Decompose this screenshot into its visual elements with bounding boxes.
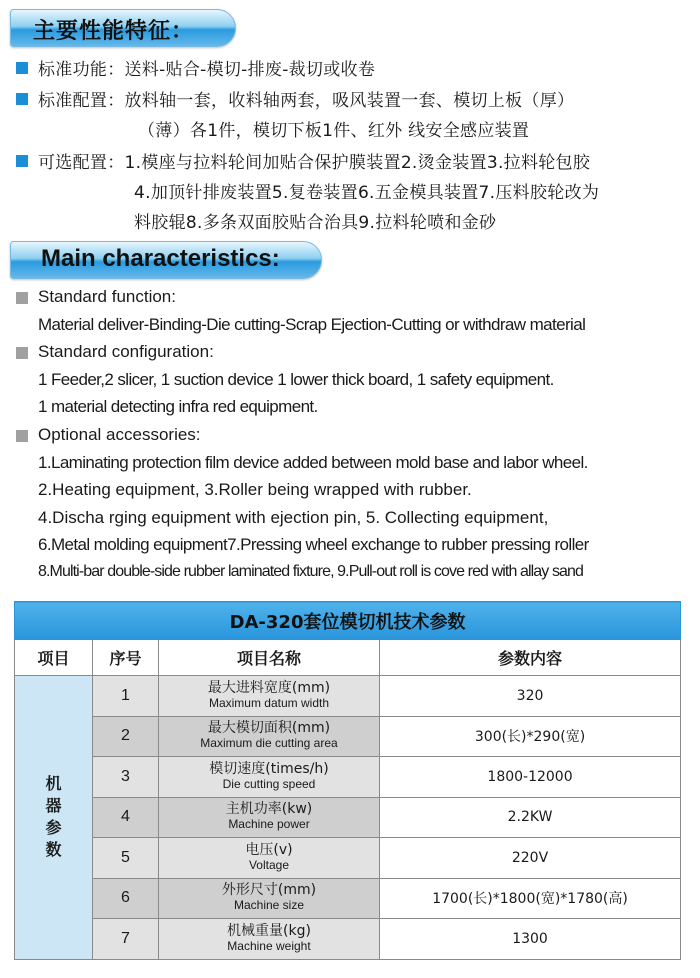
row-name [159,716,380,757]
bullet-square-icon [16,430,28,442]
bullet-square-icon [16,292,28,304]
feature-text: 放料轴一套，收料轴两套，吸风装置一套、模切上板（厚） [124,91,575,111]
feature-item-standard-config-cn [38,86,574,111]
row-name [159,797,380,838]
spec-table-container [14,601,680,960]
header-no: 序号 [93,640,159,676]
row-value: 1800-12000 [380,757,681,798]
group-cell-machine-params [15,676,93,960]
row-name-cn: 最大进料宽度(mm) [207,679,331,696]
row-value: 1300 [380,919,681,960]
row-value: 220V [380,838,681,879]
feature-label: 标准配置： [38,91,125,111]
row-name-en: Maximum datum width [208,695,330,710]
group-label: 机器参数 [45,774,62,860]
section-header-en [10,241,322,279]
row-name [159,838,380,879]
table-row [15,676,681,717]
feature-text: 4.Discha rging equipment with ejection pin, 5. Collecting equipment, [38,508,549,527]
feature-label-standard-configuration: Standard configuration: [38,342,214,361]
feature-item-standard-function-cn [38,55,375,80]
row-name-en: Machine power [228,817,310,832]
feature-text: 1.模座与拉料轮间加贴合保护膜装置2.烫金装置3.拉料轮包胶 [124,153,591,173]
row-name-cn: 主机功率(kw) [225,801,313,818]
row-number: 6 [93,878,159,919]
row-number: 4 [93,797,159,838]
row-name-cn: 模切速度(times/h) [209,760,329,777]
row-value: 2.2KW [380,797,681,838]
table-row [15,878,681,919]
row-name-cn: 外形尺寸(mm) [221,882,317,899]
row-name-cn: 电压(v) [245,841,293,858]
feature-item-optional-config-cn [38,148,590,173]
section-title-en: Main characteristics: [41,245,280,272]
row-name [159,676,380,717]
bullet-square-icon [16,155,28,167]
feature-text: 1 Feeder,2 slicer, 1 suction device 1 lower thick board, 1 safety equipment. [38,370,554,389]
feature-label-standard-function: Standard function: [38,287,176,306]
row-name [159,919,380,960]
feature-text-continued: （薄）各1件，模切下板1件、红外 线安全感应装置 [138,121,530,141]
row-number: 1 [93,676,159,717]
row-name-cn: 机械重量(kg) [227,922,311,939]
table-row [15,919,681,960]
row-name-en: Machine weight [227,938,311,953]
feature-text-continued: 4.加顶针排废装置5.复卷装置6.五金模具装置7.压料胶轮改为 [134,183,600,203]
feature-text: 1.Laminating protection film device added between mold base and labor wheel. [38,453,588,472]
row-number: 2 [93,716,159,757]
row-value: 1700(长)*1800(宽)*1780(高) [380,878,681,919]
bullet-square-icon [16,347,28,359]
table-row [15,716,681,757]
header-name: 项目名称 [159,640,380,676]
feature-text: 6.Metal molding equipment7.Pressing wheel exchange to rubber pressing roller [38,535,589,554]
row-name [159,757,380,798]
row-number: 5 [93,838,159,879]
bullet-square-icon [16,62,28,74]
spec-table [14,601,681,960]
feature-label-optional-accessories: Optional accessories: [38,425,201,444]
table-row [15,757,681,798]
row-name-en: Die cutting speed [222,776,316,791]
feature-text: 1 material detecting infra red equipment. [38,397,318,416]
feature-text-continued: 料胶辊8.多条双面胶贴合治具9.拉料轮喷和金砂 [134,213,497,233]
table-title: DA-320套位模切机技术参数 [15,602,681,640]
section-header-cn [10,9,236,47]
row-number: 7 [93,919,159,960]
feature-text: 8.Multi-bar double-side rubber laminated fixture, 9.Pull-out roll is cove red with allay sand [38,563,584,580]
bullet-square-icon [16,93,28,105]
section-title-cn: 主要性能特征： [33,19,195,44]
row-name [159,878,380,919]
row-number: 3 [93,757,159,798]
feature-label: 标准功能： [38,60,125,80]
feature-text: Material deliver-Binding-Die cutting-Scrap Ejection-Cutting or withdraw material [38,315,586,334]
row-value: 300(长)*290(宽) [380,716,681,757]
header-value: 参数内容 [380,640,681,676]
table-header-row [15,640,681,676]
row-name-en: Machine size [233,898,305,913]
table-row [15,838,681,879]
row-name-en: Maximum die cutting area [200,736,338,751]
table-row [15,797,681,838]
row-value: 320 [380,676,681,717]
feature-label: 可选配置： [38,153,125,173]
feature-text: 2.Heating equipment, 3.Roller being wrapped with rubber. [38,480,472,499]
header-item: 项目 [15,640,93,676]
row-name-en: Voltage [248,857,290,872]
row-name-cn: 最大模切面积(mm) [207,720,331,737]
feature-text: 送料-贴合-模切-排废-裁切或收卷 [124,60,376,80]
